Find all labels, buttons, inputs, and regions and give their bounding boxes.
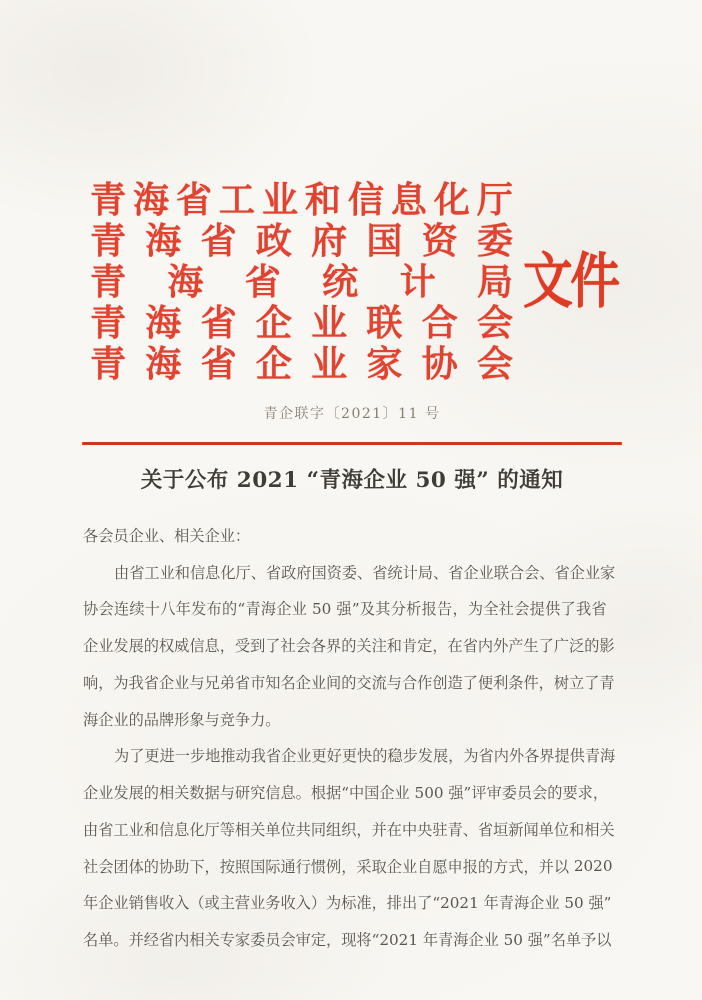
body-line: 企 业 发 展 的 权 威 信 息 ， 受 到 了 社 会 各 界 的 关 注 和 肯 定 ， 在 省 内 外 产 生 了 广 泛 的 影: [83, 637, 615, 656]
org-name-line: 青 海 省 统 计 局: [90, 260, 513, 303]
body-line: 名 单 。 并 经 省 内 相 关 专 家 委 员 会 审 定 ， 现 将 “ 2021 年 青 海 企 业 50 强 ” 名 单 予 以: [83, 930, 612, 950]
body-line: 年 企 业 销 售 收 入 （ 或 主 营 业 务 收 入 ） 为 标 准 ， 排 出 了 “ 2021 年 青 海 企 业 50 强 ”: [83, 893, 612, 913]
body-line: 响 ， 为 我 省 企 业 与 兄 弟 省 市 知 名 企 业 间 的 交 流 与 合 作 创 造 了 便 利 条 件 ， 树 立 了 青: [83, 673, 615, 692]
body-line: 由 省 工 业 和 信 息 化 厅 等 相 关 单 位 共 同 组 织 ， 并 在 中 央 驻 青 、 省 垣 新 闻 单 位 和 相 关: [83, 820, 615, 839]
red-divider-line: [82, 442, 622, 445]
document-title: 关于公布 2021 “青海企业 50 强” 的通知: [140, 468, 564, 493]
reference-number: 青企联字〔2021〕11 号: [263, 406, 441, 422]
body-line: 协 会 连 续 十 八 年 发 布 的 “ 青 海 企 业 50 强 ” 及 其 分 析 报 告 ， 为 全 社 会 提 供 了 我 省: [83, 599, 607, 619]
letterhead-org-names: [90, 179, 513, 384]
org-name-line: 青 海 省 企 业 家 协 会: [90, 342, 513, 385]
body-line: 为 了 更 进 一 步 地 推 动 我 省 企 业 更 好 更 快 的 稳 步 发 展 ， 为 省 内 外 各 界 提 供 青 海: [114, 747, 616, 766]
body-line: 海企业的品牌形象与竞争力。: [83, 710, 281, 729]
document-label: 文件: [523, 247, 618, 317]
body-line: 由 省 工 业 和 信 息 化 厅 、 省 政 府 国 资 委 、 省 统 计 局 、 省 企 业 联 合 会 、 省 企 业 家: [114, 563, 616, 582]
org-name-line: 青 海 省 企 业 联 合 会: [90, 301, 513, 344]
body-line: 各会员企业、相关企业：: [83, 526, 251, 545]
document-body: [83, 517, 616, 958]
org-name-line: 青 海 省 工 业 和 信 息 化 厅: [90, 178, 513, 221]
body-line: 社 会 团 体 的 协 助 下 ， 按 照 国 际 通 行 惯 例 ， 采 取 企 业 自 愿 申 报 的 方 式 ， 并 以 2020: [83, 857, 613, 876]
body-line: 企 业 发 展 的 相 关 数 据 与 研 究 信 息 。 根 据 “ 中 国 企 业 500 强 ” 评 审 委 员 会 的 要 求 ，: [83, 783, 608, 803]
org-name-line: 青 海 省 政 府 国 资 委: [90, 219, 513, 262]
